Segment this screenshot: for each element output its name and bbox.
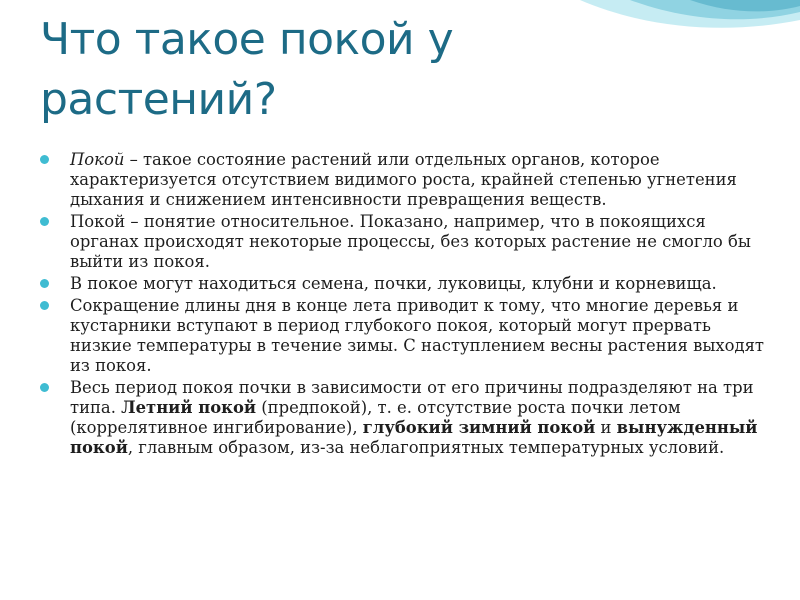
- list-item-text: и: [595, 418, 617, 437]
- list-item-text: Покой – понятие относительное. Показано, например, что в покоящихся органах происходят некоторые процессы, без которых растение не смогло бы выйти из покоя.: [70, 212, 751, 271]
- list-item: [38, 150, 768, 210]
- list-item-text: В покое могут находиться семена, почки, луковицы, клубни и корневища.: [70, 274, 717, 293]
- circle-bullet-icon: [40, 383, 49, 392]
- list-item: [38, 296, 768, 376]
- list-item-text: , главным образом, из-за неблагоприятных температурных условий.: [127, 438, 725, 457]
- list-item-text: – такое состояние растений или отдельных органов, которое характеризуется отсутствием видимого роста, крайней степенью угнетения дыхания и снижением интенсивности превращения веществ.: [70, 150, 737, 209]
- circle-bullet-icon: [40, 217, 49, 226]
- bullet-list: [38, 150, 768, 460]
- circle-bullet-icon: [40, 155, 49, 164]
- circle-bullet-icon: [40, 279, 49, 288]
- bold-term-summer-dormancy: Летний покой: [121, 398, 257, 417]
- list-item: [38, 212, 768, 272]
- list-item-text: (предпокой), т. е. отсутствие роста почки летом (коррелятивное ингибирование),: [70, 398, 681, 437]
- page-title: Что такое покой у растений?: [40, 14, 454, 125]
- list-item: [38, 274, 768, 294]
- list-item-text: Сокращение длины дня в конце лета приводит к тому, что многие деревья и кустарники вступают в период глубокого покоя, который могут прервать низкие температуры в течение зимы. С наступлением весны растения выходят из покоя.: [70, 296, 764, 375]
- circle-bullet-icon: [40, 301, 49, 310]
- term-pokoi: Покой: [70, 150, 125, 169]
- bold-term-deep-winter-dormancy: глубокий зимний покой: [362, 418, 596, 437]
- list-item: [38, 378, 768, 458]
- bold-term-forced-dormancy: вынужденный покой: [70, 418, 758, 457]
- list-item-text: Весь период покоя почки в зависимости от его причины подразделяют на три типа.: [70, 378, 754, 417]
